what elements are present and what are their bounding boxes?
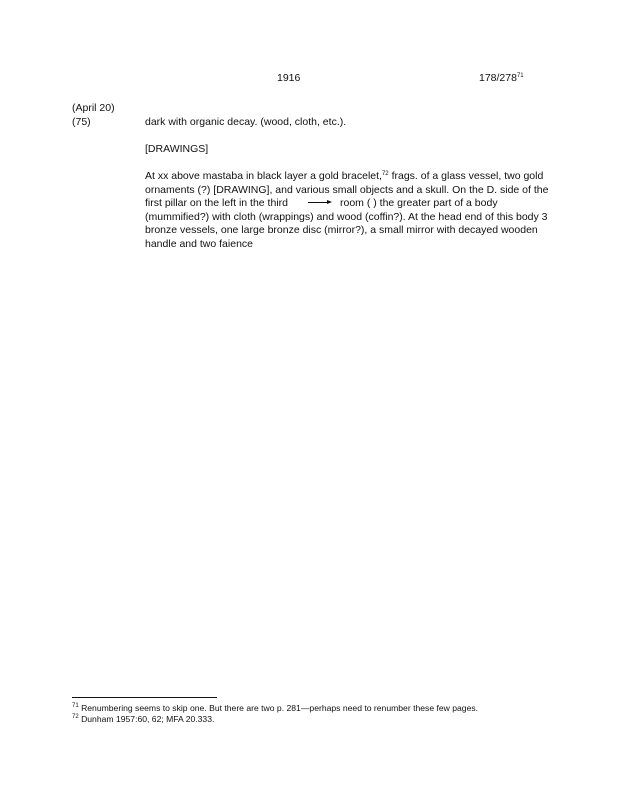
- footnote-72-number: 72: [72, 714, 79, 720]
- footnote-71: [72, 703, 478, 714]
- footnote-71-text: Renumbering seems to skip one. But there are two p. 281—perhaps need to renumber these few pages.: [78, 703, 479, 713]
- drawings-label: [DRAWINGS]: [145, 143, 209, 155]
- page-ref-text: 178/278: [479, 72, 517, 84]
- header-page-ref: [479, 72, 524, 86]
- footnote-71-number: 71: [72, 703, 79, 709]
- arrow-icon: [308, 202, 330, 203]
- footnote-ref-72: 72: [381, 171, 389, 177]
- entry-paragraph: [145, 170, 550, 252]
- footnote-72: [72, 714, 214, 725]
- entry-line-1: dark with organic decay. (wood, cloth, etc.).: [145, 116, 347, 128]
- footnote-ref-71: 71: [516, 73, 524, 79]
- paragraph-part-1: At xx above mastaba in black layer a gold bracelet,: [145, 170, 382, 182]
- footnote-72-text: Dunham 1957:60, 62; MFA 20.333.: [78, 714, 215, 724]
- entry-number: (75): [72, 116, 91, 128]
- header-year: 1916: [277, 72, 301, 84]
- paragraph-part-2: frags. of a glass vessel, two gold ornaments (?) [DRAWING], and various small objects and a skull. On the D. side of the first pillar on the left in the third: [145, 170, 549, 210]
- entry-date: (April 20): [72, 102, 115, 114]
- footnote-divider: [72, 697, 217, 698]
- paragraph-part-3: room ( ) the greater part of a body (mummified?) with cloth (wrappings) and wood (coffin?). At the head end of this body 3 bronze vessels, one large bronze disc (mirror?), a small mirror with decayed wooden handle and two faience: [145, 197, 548, 250]
